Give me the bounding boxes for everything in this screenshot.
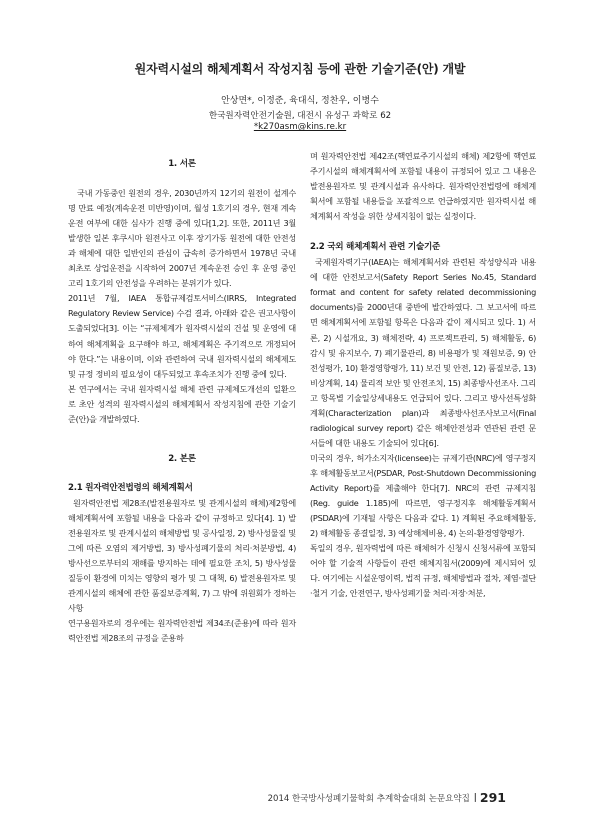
body-paragraph: 연구용원자로의 경우에는 원자력안전법 제34조(준용)에 따라 원자력안전법 제28조의 규정을 준용하: [68, 618, 296, 644]
subsection-heading-2-1: 2.1 원자력안전법령의 해체계획서: [68, 482, 193, 493]
body-paragraph: 국제원자력기구(IAEA)는 해체계획서와 관련된 작성양식과 내용에 대한 안전보고서(Safety Report Series No.45, Standard format and content for safety related decommissioning documents)를 2000년대 중반에 발간하였다. 그 보고서에 따르면 해체계획서에 포함될 항목은 다음과 같이 제시되고 있다. 1) 서론, 2) 시설개요, 3) 해체전략, 4) 프로젝트관리, 5) 해체활동, 6) 감시 및 유지보수, 7) 폐기물관리, 8) 비용평가 및 재원보증, 9) 안전성평가, 10) 환경영향평가, 11) 보건 및 안전, 12) 품질보증, 13) 비상계획, 14) 물리적 보안 및 안전조치, 15) 최종방사선조사. 그리고 항목별 기술일상세내용도 언급되어 있다. 그리고 방사선특성화계획(Characterization plan)과 최종방사선조사보고서(Final radiological survey report) 같은 해체안전성과 연관된 관련 문서들에 대한 내용도 기술되어 있다[6].: [310, 257, 536, 448]
subsection-heading-2-2: 2.2 국외 해체계획서 관련 기술기준: [310, 242, 441, 253]
paper-title: 원자력시설의 해체계획서 작성지침 등에 관한 기술기준(안) 개발: [134, 62, 466, 76]
body-paragraph: 미국의 경우, 허가소지자(licensee)는 규제기관(NRC)에 영구정지후 해체활동보고서(PSDAR, Post-Shutdown Decommissioning Activity Report)를 제출해야 한다[7]. NRC의 관련 규제지침(Reg. guide 1.185)에 따르면, 영구정지후 해체활동계획서(PSDAR)에 기재될 사항은 다음과 같다. 1) 계획된 주요해체활동, 2) 해체활동 종결일정, 3) 예상해체비용, 4) 논의-환경영향평가.: [310, 452, 536, 539]
page-number: 291: [479, 790, 506, 805]
body-paragraph: 원자력안전법 제28조(발전용원자로 및 관계시설의 해체)제2항에 해체계획서에 포함될 내용을 다음과 같이 규정하고 있다[4]. 1) 발전용원자로 및 관계시설의 해체방법 및 공사일정, 2) 방사성물질 및 그에 따른 오염의 제거방법, 3) 방사성폐기물의 처리·처분방법, 4) 방사선으로부터의 재해를 방지하는 데에 필요한 조치, 5) 방사성물질등이 환경에 미치는 영향의 평가 및 그 대책, 6) 발전용원자로 및 관계시설의 해체에 관한 품질보증계획, 7) 그 밖에 위원회가 정하는 사항: [68, 497, 296, 614]
left-column: [68, 157, 296, 646]
body-paragraph: 독일의 경우, 원자력법에 따른 해체허가 신청시 신청서류에 포함되어야 할 기술적 사항들이 관련 해체지침서(2009)에 제시되어 있다. 여기에는 시설운영이력, 법적 규정, 해체방법과 절차, 제염·절단·철거 기술, 안전연구, 방사성폐기물 처리·저장·처분,: [310, 543, 536, 599]
section-heading-main: 2. 본론: [168, 453, 196, 464]
footer-separator: |: [473, 792, 477, 803]
section-heading-introduction: 1. 서론: [168, 159, 196, 169]
author-email[interactable]: *k270asm@kins.re.kr: [253, 122, 347, 132]
affiliation: 한국원자력안전기술원, 대전시 유성구 과학로 62: [208, 111, 392, 121]
body-paragraph: 본 연구에서는 국내 원자력시설 해체 관련 규제체도개선의 일환으로 초안 성격의 원자력시설의 해체계획서 작성지침에 관한 기술기준(안)을 개발하였다.: [68, 383, 296, 424]
body-paragraph: 며 원자력안전법 제42조(핵연료주기시설의 해체) 제2항에 핵연료주기시설의 해체계획서에 포함될 내용이 규정되어 있고 그 내용은 발전용원자로 및 관계시설과 유사하다. 원자력안전법령에 해체계획서에 포함될 내용들을 포괄적으로 언급하였지만 원자력시설 해체계획서 작성을 위한 상세지침이 없는 실정이다.: [310, 151, 536, 222]
body-paragraph: 2011년 7월, IAEA 통합규제검토서비스(IRRS, Integrated Regulatory Review Service) 수검 결과, 아래와 같은 권고사항이 도출되었다[3]. 이는 “규제체계가 원자력시설의 건설 및 운영에 대하여 해체계획을 요구해야 하고, 해체계획은 주기적으로 개정되어야 한다.”는 내용이며, 이와 관련하여 국내 원자력시설의 해체제도 및 규정 정비의 필요성이 대두되었고 후속조치가 진행 중에 있다.: [68, 293, 296, 379]
author-list: 안상면*, 이정준, 육대식, 정찬우, 이병수: [221, 96, 379, 106]
journal-name: 2014 한국방사성폐기물학회 추계학술대회 논문요약집: [267, 793, 470, 804]
body-paragraph: 국내 가동중인 원전의 경우, 2030년까지 12기의 원전이 설계수명 만료 예정(계속운전 미반영)이며, 월성 1호기의 경우, 현재 계속운전 여부에 대한 심사가 진행 중에 있다[1,2]. 또한, 2011년 3월 발생한 일본 후쿠시마 원전사고 이후 장기가동 원전에 대한 안전성과 해체에 대한 일반인의 관심이 급속히 증가하면서 1978년 국내 최초로 상업운전을 시작하여 2007년 계속운전 승인 후 운영 중인 고리 1호기의 안전성을 우려하는 분위기가 있다.: [68, 188, 296, 289]
right-column: [310, 149, 536, 601]
page-footer: [268, 790, 506, 805]
